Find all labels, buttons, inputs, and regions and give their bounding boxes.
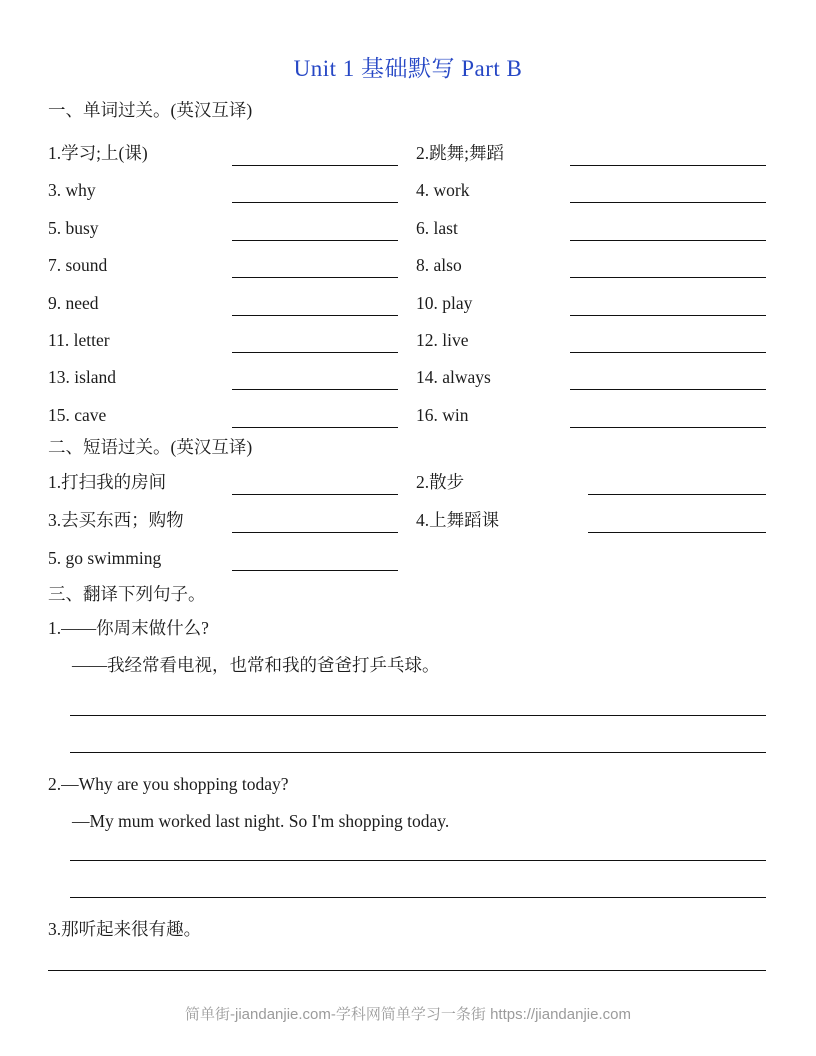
phrase-row xyxy=(48,470,766,495)
answer-blank-line xyxy=(232,365,398,390)
word-item-label: 10. play xyxy=(416,293,473,313)
answer-blank-line xyxy=(588,470,766,495)
column-gap xyxy=(398,141,416,166)
answer-blank-line xyxy=(570,328,766,353)
section-words-heading: 一、单词过关。(英汉互译) xyxy=(48,100,253,120)
phrase-item-label: 5. go swimming xyxy=(48,548,162,568)
phrase-row xyxy=(48,508,766,533)
phrase-item-label: 2.散步 xyxy=(416,472,465,492)
page-title: Unit 1 基础默写 Part B xyxy=(293,56,523,81)
answer-blank-line xyxy=(232,470,398,495)
answer-blank-line xyxy=(588,508,766,533)
column-gap xyxy=(398,216,416,241)
answer-blank-line xyxy=(570,253,766,278)
writing-line xyxy=(48,970,766,971)
word-row xyxy=(48,253,766,278)
word-item-label: 1.学习;上(课) xyxy=(48,143,148,163)
phrase-item-label: 3.去买东西；购物 xyxy=(48,510,184,530)
phrase-row xyxy=(48,546,398,571)
column-gap xyxy=(398,470,416,495)
answer-blank-line xyxy=(570,291,766,316)
answer-blank-line xyxy=(570,365,766,390)
answer-blank-line xyxy=(232,403,398,428)
word-item-label: 8. also xyxy=(416,255,462,275)
word-row xyxy=(48,403,766,428)
column-gap xyxy=(398,403,416,428)
word-row xyxy=(48,291,766,316)
section-sentences-heading: 三、翻译下列句子。 xyxy=(48,584,206,604)
word-item-label: 3. why xyxy=(48,180,96,200)
word-item-label: 15. cave xyxy=(48,405,107,425)
answer-blank-line xyxy=(570,141,766,166)
answer-blank-line xyxy=(232,253,398,278)
answer-blank-line xyxy=(570,403,766,428)
sentence-1-answer: ——我经常看电视，也常和我的爸爸打乒乓球。 xyxy=(72,655,440,675)
writing-line xyxy=(70,715,766,716)
writing-line xyxy=(70,752,766,753)
answer-blank-line xyxy=(232,291,398,316)
sentence-2-answer: —My mum worked last night. So I'm shopping today. xyxy=(72,811,450,831)
word-row xyxy=(48,178,766,203)
phrase-item-label: 1.打扫我的房间 xyxy=(48,472,167,492)
word-row xyxy=(48,328,766,353)
word-item-label: 16. win xyxy=(416,405,469,425)
answer-blank-line xyxy=(232,141,398,166)
word-row xyxy=(48,216,766,241)
column-gap xyxy=(398,508,416,533)
answer-blank-line xyxy=(232,328,398,353)
word-item-label: 7. sound xyxy=(48,255,108,275)
word-item-label: 5. busy xyxy=(48,218,99,238)
word-item-label: 4. work xyxy=(416,180,470,200)
word-item-label: 2.跳舞;舞蹈 xyxy=(416,143,504,163)
answer-blank-line xyxy=(570,178,766,203)
writing-line xyxy=(70,860,766,861)
word-item-label: 9. need xyxy=(48,293,99,313)
answer-blank-line xyxy=(232,178,398,203)
answer-blank-line xyxy=(232,546,398,571)
sentence-1-question: 1.——你周末做什么? xyxy=(48,618,209,638)
writing-line xyxy=(70,897,766,898)
sentence-2-question: 2.—Why are you shopping today? xyxy=(48,774,289,794)
word-item-label: 13. island xyxy=(48,367,117,387)
sentence-3-text: 3.那听起来很有趣。 xyxy=(48,919,202,939)
answer-blank-line xyxy=(570,216,766,241)
word-item-label: 14. always xyxy=(416,367,491,387)
column-gap xyxy=(398,328,416,353)
phrase-item-label: 4.上舞蹈课 xyxy=(416,510,500,530)
answer-blank-line xyxy=(232,216,398,241)
word-item-label: 11. letter xyxy=(48,330,110,350)
column-gap xyxy=(398,365,416,390)
word-item-label: 6. last xyxy=(416,218,458,238)
word-row xyxy=(48,365,766,390)
column-gap xyxy=(398,291,416,316)
word-row xyxy=(48,141,766,166)
word-item-label: 12. live xyxy=(416,330,469,350)
footer-watermark: 简单街-jiandanjie.com-学科网简单学习一条街 https://jiandanjie.com xyxy=(185,1006,631,1023)
column-gap xyxy=(398,253,416,278)
column-gap xyxy=(398,178,416,203)
section-phrases-heading: 二、短语过关。(英汉互译) xyxy=(48,437,253,457)
answer-blank-line xyxy=(232,508,398,533)
